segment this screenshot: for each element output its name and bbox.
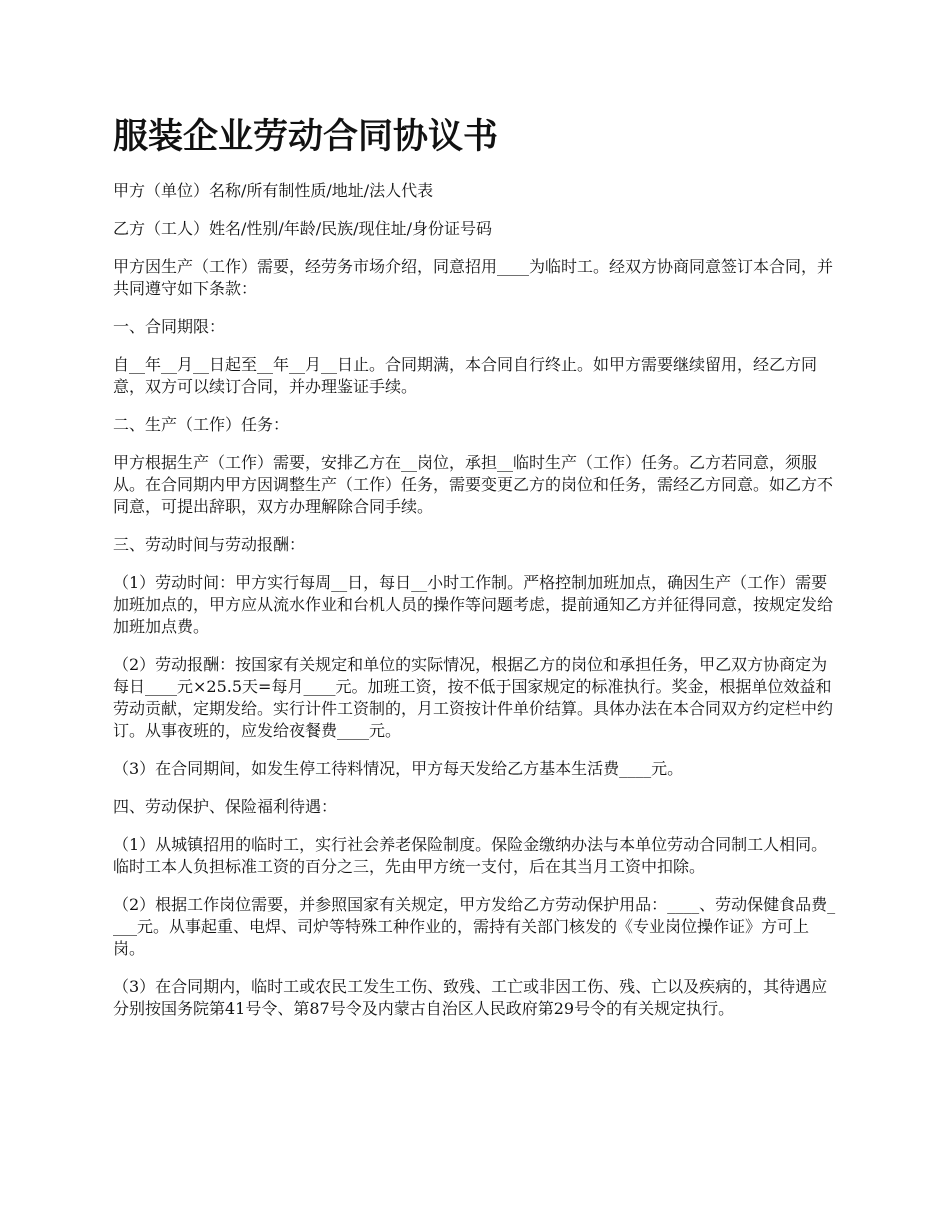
contract-term-paragraph: 自__年__月__日起至__年__月__日止。合同期满，本合同自行终止。如甲方需要继续留用，经乙方同意，双方可以续订合同，并办理鉴证手续。 bbox=[113, 355, 818, 396]
party-a-info: 甲方（单位）名称/所有制性质/地址/法人代表 bbox=[113, 181, 434, 200]
stoppage-allowance-paragraph: （3）在合同期间，如发生停工待料情况，甲方每天发给乙方基本生活费____元。 bbox=[113, 759, 684, 778]
party-b-info: 乙方（工人）姓名/性别/年龄/民族/现住址/身份证号码 bbox=[113, 219, 492, 238]
section-heading-protection-insurance: 四、劳动保护、保险福利待遇： bbox=[113, 797, 338, 816]
injury-benefits-paragraph: （3）在合同期内，临时工或农民工发生工伤、致残、工亡或非因工伤、残、亡以及疾病的，其待遇应分别按国务院第41号令、第87号令及内蒙古自治区人民政府第29号令的有关规定执行。 bbox=[113, 977, 828, 1018]
protective-equipment-paragraph: （2）根据工作岗位需要，并参照国家有关规定，甲方发给乙方劳动保护用品：____、劳动保健食品费____元。从事起重、电焊、司炉等特殊工种作业的，需持有关部门核发的《专业岗位操作证》方可上岗。 bbox=[113, 895, 836, 958]
working-hours-paragraph: （1）劳动时间：甲方实行每周__日，每日__小时工作制。严格控制加班加点，确因生产（工作）需要加班加点的，甲方应从流水作业和台机人员的操作等问题考虑，提前通知乙方并征得同意，按规定发给加班加点费。 bbox=[113, 573, 834, 636]
work-tasks-paragraph: 甲方根据生产（工作）需要，安排乙方在__岗位，承担__临时生产（工作）任务。乙方若同意，须服从。在合同期内甲方因调整生产（工作）任务，需要变更乙方的岗位和任务，需经乙方同意。如乙方不同意，可提出辞职，双方办理解除合同手续。 bbox=[113, 453, 834, 516]
preamble-paragraph: 甲方因生产（工作）需要，经劳务市场介绍，同意招用____为临时工。经双方协商同意签订本合同，并共同遵守如下条款： bbox=[113, 257, 834, 298]
section-heading-hours-pay: 三、劳动时间与劳动报酬： bbox=[113, 535, 306, 554]
document-page bbox=[113, 112, 839, 1036]
remuneration-paragraph: （2）劳动报酬：按国家有关规定和单位的实际情况，根据乙方的岗位和承担任务，甲乙双方协商定为每日____元×25.5天=每月____元。加班工资，按不低于国家规定的标准执行。奖金，根据单位效益和劳动贡献，定期发给。实行计件工资制的，月工资按计件单价结算。具体办法在本合同双方约定栏中约订。从事夜班的，应发给夜餐费____元。 bbox=[113, 655, 834, 740]
section-heading-work-tasks: 二、生产（工作）任务： bbox=[113, 415, 290, 434]
document-title: 服装企业劳动合同协议书 bbox=[113, 117, 499, 157]
section-heading-contract-term: 一、合同期限： bbox=[113, 317, 226, 336]
pension-insurance-paragraph: （1）从城镇招用的临时工，实行社会养老保险制度。保险金缴纳办法与本单位劳动合同制工人相同。临时工本人负担标准工资的百分之三，先由甲方统一支付，后在其当月工资中扣除。 bbox=[113, 835, 828, 876]
